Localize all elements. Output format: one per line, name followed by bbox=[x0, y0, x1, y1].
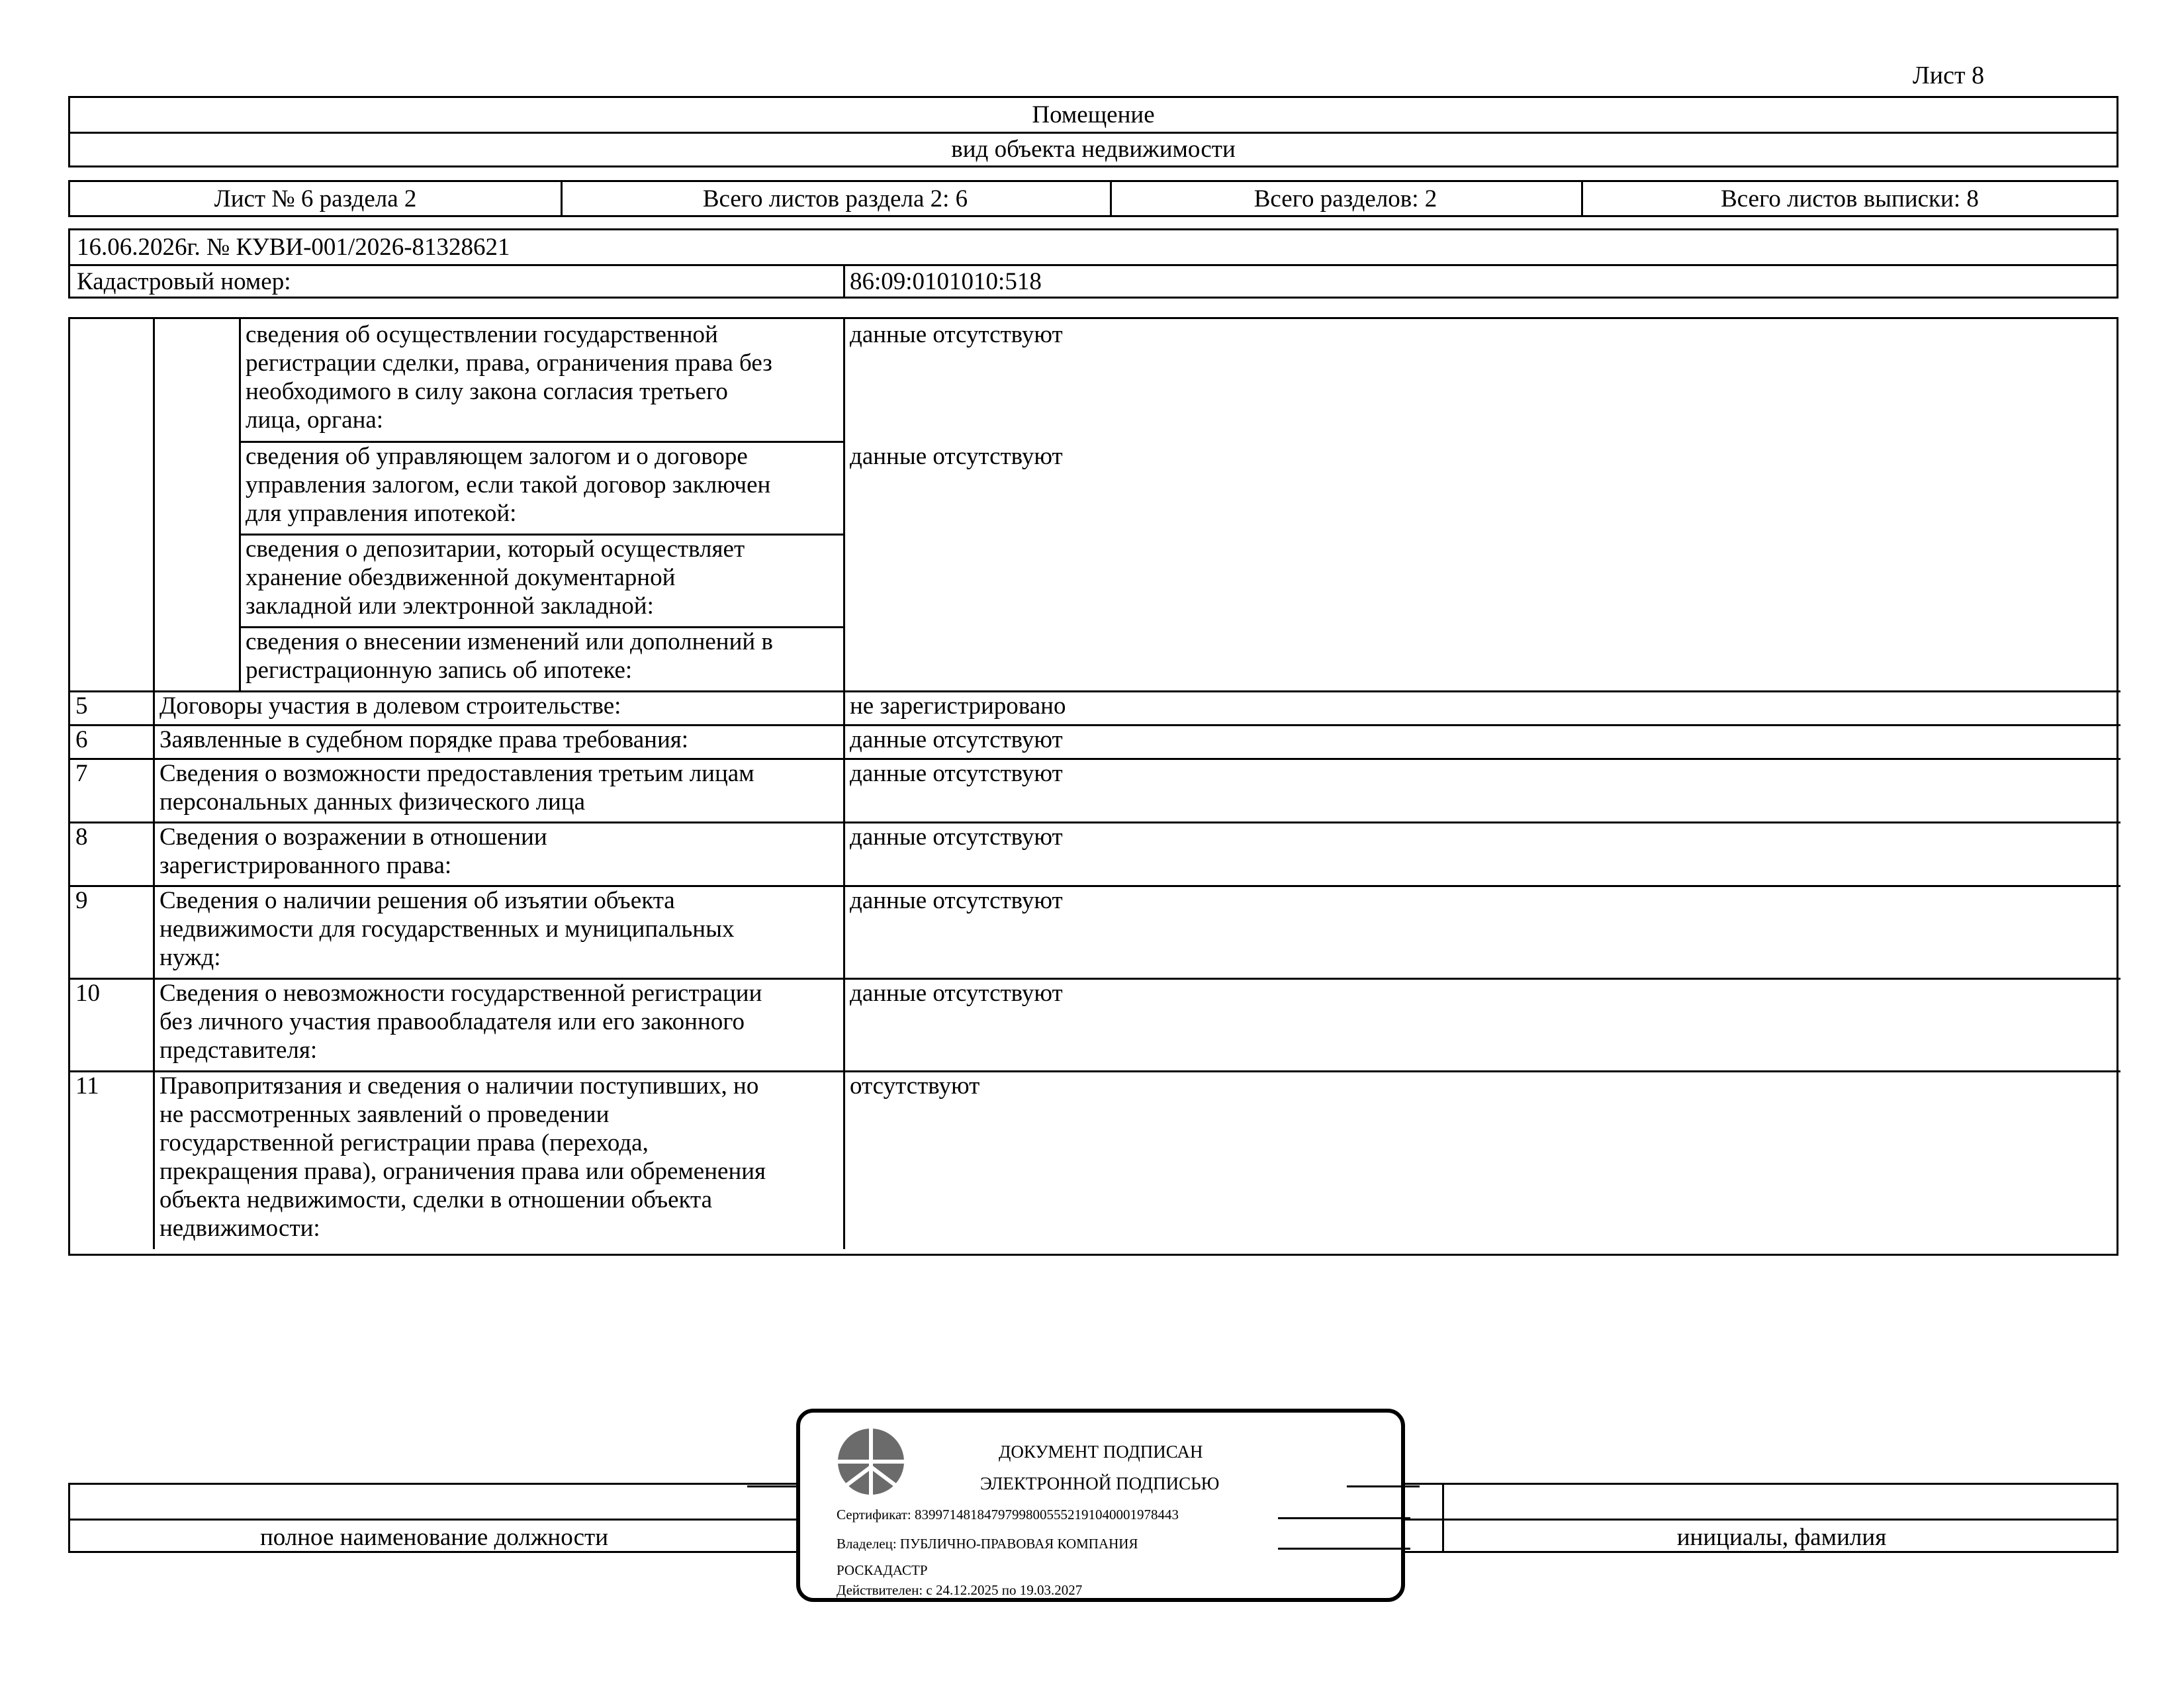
object-kind-caption: вид объекта недвижимости bbox=[951, 136, 1236, 163]
sub-row-label: регистрации сделки, права, ограничения права без bbox=[246, 350, 772, 377]
sub-row-label: для управления ипотекой: bbox=[246, 500, 517, 527]
sub-row-value: данные отсутствуют bbox=[850, 321, 1063, 348]
row-label: Правопритязания и сведения о наличии поступивших, но bbox=[159, 1072, 759, 1100]
sheet-number: Лист 8 bbox=[1913, 62, 1985, 89]
row-value: данные отсутствуют bbox=[850, 887, 1063, 914]
position-caption: полное наименование должности bbox=[259, 1524, 609, 1551]
sub-row-value: данные отсутствуют bbox=[850, 443, 1063, 470]
sub-row-label: сведения об осуществлении государственной bbox=[246, 321, 718, 348]
sheet-info-row bbox=[68, 180, 2118, 217]
row-value: данные отсутствуют bbox=[850, 726, 1063, 753]
row-number: 10 bbox=[75, 980, 100, 1007]
row-number: 8 bbox=[75, 823, 88, 851]
cadastral-label: Кадастровый номер: bbox=[77, 268, 291, 295]
sub-row-label: необходимого в силу закона согласия третьего bbox=[246, 378, 728, 405]
row-value: данные отсутствуют bbox=[850, 980, 1063, 1007]
sub-row-label: сведения об управляющем залогом и о договоре bbox=[246, 443, 748, 470]
stamp-owner-line2: РОСКАДАСТР bbox=[837, 1562, 928, 1578]
row-label: недвижимости: bbox=[159, 1215, 320, 1242]
row-label: недвижимости для государственных и муниципальных bbox=[159, 915, 735, 943]
row-label: государственной регистрации права (перехода, bbox=[159, 1129, 649, 1156]
row-label: Сведения о возможности предоставления третьим лицам bbox=[159, 760, 754, 787]
stamp-certificate: Сертификат: 83997148184797998005552191040001978443 bbox=[837, 1507, 1179, 1523]
row-label: Сведения о невозможности государственной регистрации bbox=[159, 980, 762, 1007]
row-number: 5 bbox=[75, 692, 88, 720]
row-value: данные отсутствуют bbox=[850, 760, 1063, 787]
document-info bbox=[68, 228, 2118, 299]
signature-stamp bbox=[796, 1409, 1405, 1602]
total-extract-sheets: Всего листов выписки: 8 bbox=[1721, 185, 1979, 212]
rosreestr-logo-icon bbox=[837, 1427, 905, 1496]
row-number: 9 bbox=[75, 887, 88, 914]
row-label: Заявленные в судебном порядке права требования: bbox=[159, 726, 689, 753]
main-table bbox=[68, 317, 2118, 1256]
document-date-number: 16.06.2026г. № КУВИ-001/2026-81328621 bbox=[77, 234, 510, 261]
row-label: прекращения права), ограничения права или обременения bbox=[159, 1158, 766, 1185]
object-name: Помещение bbox=[1032, 101, 1155, 128]
sub-row-label: сведения о депозитарии, который осуществляет bbox=[246, 536, 745, 563]
row-number: 11 bbox=[75, 1072, 99, 1100]
row-number: 6 bbox=[75, 726, 88, 753]
total-sections: Всего разделов: 2 bbox=[1253, 185, 1437, 212]
sub-row-label: управления залогом, если такой договор заключен bbox=[246, 471, 771, 498]
stamp-valid: Действителен: с 24.12.2025 по 19.03.2027 bbox=[837, 1582, 1083, 1598]
sub-row-label: сведения о внесении изменений или дополнений в bbox=[246, 628, 773, 655]
row-label: без личного участия правообладателя или его законного bbox=[159, 1008, 745, 1035]
row-label: зарегистрированного права: bbox=[159, 852, 452, 879]
row-label: Сведения о возражении в отношении bbox=[159, 823, 547, 851]
sub-row-label: лица, органа: bbox=[246, 406, 384, 434]
cadastral-value: 86:09:0101010:518 bbox=[850, 268, 1042, 295]
stamp-owner-line1: Владелец: ПУБЛИЧНО-ПРАВОВАЯ КОМПАНИЯ bbox=[837, 1536, 1138, 1552]
sub-row-label: закладной или электронной закладной: bbox=[246, 592, 654, 620]
row-label: нужд: bbox=[159, 944, 221, 971]
row-label: Сведения о наличии решения об изъятии объекта bbox=[159, 887, 675, 914]
row-label: персональных данных физического лица bbox=[159, 788, 586, 816]
row-label: Договоры участия в долевом строительстве: bbox=[159, 692, 621, 720]
row-value: отсутствуют bbox=[850, 1072, 980, 1100]
row-label: представителя: bbox=[159, 1037, 318, 1064]
row-label: объекта недвижимости, сделки в отношении объекта bbox=[159, 1186, 713, 1213]
stamp-title-line2: ЭЛЕКТРОННОЙ ПОДПИСЬЮ bbox=[980, 1474, 1220, 1493]
row-number: 7 bbox=[75, 760, 88, 787]
row-value: данные отсутствуют bbox=[850, 823, 1063, 851]
sub-row-label: регистрационную запись об ипотеке: bbox=[246, 657, 633, 684]
sub-row-label: хранение обездвиженной документарной bbox=[246, 564, 676, 591]
sheet-of-section: Лист № 6 раздела 2 bbox=[214, 185, 417, 212]
stamp-title-line1: ДОКУМЕНТ ПОДПИСАН bbox=[999, 1442, 1203, 1462]
row-value: не зарегистрировано bbox=[850, 692, 1066, 720]
total-section-sheets: Всего листов раздела 2: 6 bbox=[702, 185, 968, 212]
object-header bbox=[68, 96, 2118, 167]
row-label: не рассмотренных заявлений о проведении bbox=[159, 1101, 610, 1128]
name-caption: инициалы, фамилия bbox=[1676, 1524, 1887, 1551]
